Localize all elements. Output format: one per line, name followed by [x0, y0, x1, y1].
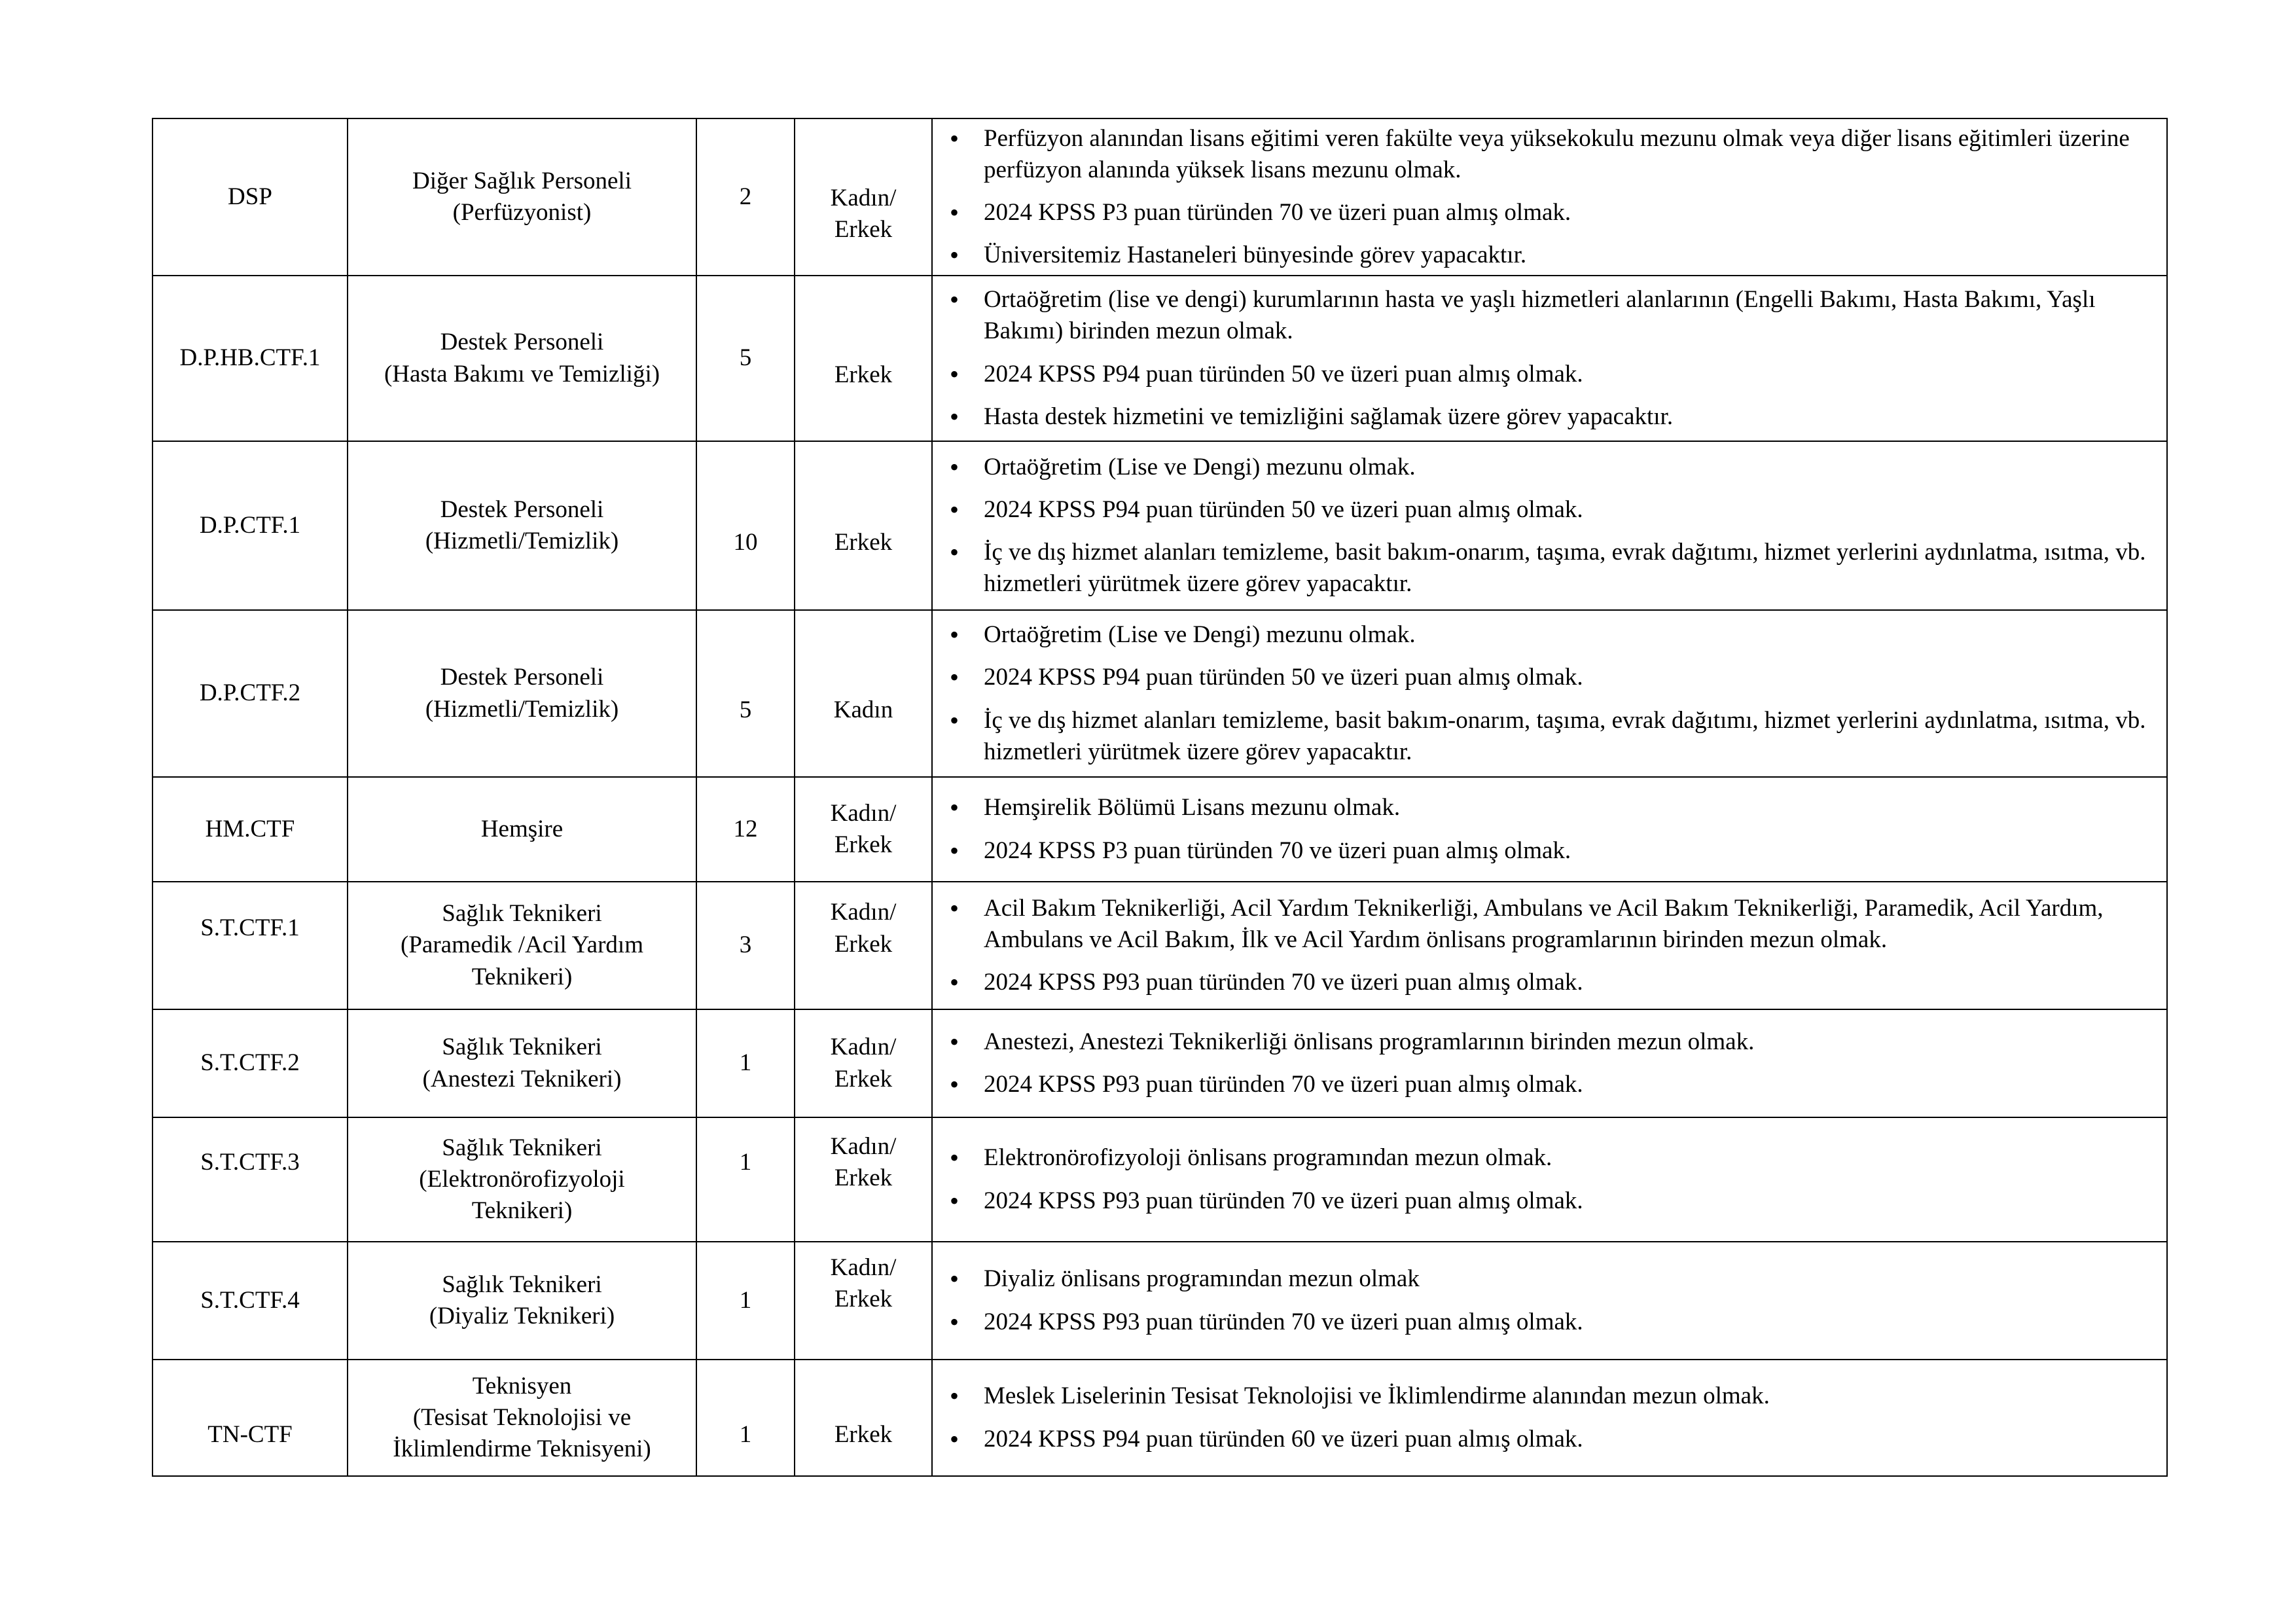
requirement-item: [950, 619, 2166, 651]
requirements-list: [933, 893, 2166, 998]
bullet-icon: •: [950, 1381, 960, 1411]
position-count-cell: [696, 441, 795, 610]
gender-cell: [795, 276, 932, 441]
bullet-icon: •: [950, 359, 960, 389]
bullet-icon: •: [950, 1185, 960, 1216]
gender-line: Kadın: [833, 696, 893, 724]
bullet-icon: •: [950, 123, 960, 153]
position-title-line: (Hizmetli/Temizlik): [425, 695, 619, 723]
bullet-icon: •: [950, 835, 960, 865]
position-title-cell: [348, 777, 696, 882]
position-count: 1: [739, 1148, 752, 1176]
requirement-text: Meslek Liselerinin Tesisat Teknolojisi ve İklimlendirme alanından mezun olmak.: [984, 1382, 1770, 1410]
table-row: [152, 1117, 2167, 1242]
position-title-cell: [348, 1009, 696, 1117]
position-title-line: Sağlık Teknikeri: [442, 1134, 602, 1161]
requirement-item: [950, 1263, 2166, 1295]
table-body: [152, 118, 2167, 1476]
position-count-cell: [696, 118, 795, 276]
gender-cell: [795, 1242, 932, 1360]
requirements-cell: [932, 882, 2167, 1009]
bullet-icon: •: [950, 705, 960, 735]
requirements-list: [933, 1263, 2166, 1337]
bullet-icon: •: [950, 401, 960, 431]
requirements-list: [933, 1142, 2166, 1216]
gender-line: Kadın/: [830, 1132, 897, 1160]
gender-line: Erkek: [834, 361, 893, 389]
gender-cell: [795, 441, 932, 610]
position-code: DSP: [228, 183, 272, 210]
requirements-list: [933, 619, 2166, 767]
requirements-list: [933, 1380, 2166, 1454]
position-code: S.T.CTF.3: [200, 1148, 300, 1176]
requirement-item: [950, 967, 2166, 998]
requirement-text: 2024 KPSS P93 puan türünden 70 ve üzeri puan almış olmak.: [984, 1308, 1583, 1335]
requirement-text: Anestezi, Anestezi Teknikerliği önlisans programlarının birinden mezun olmak.: [984, 1028, 1755, 1055]
position-title-line: Diğer Sağlık Personeli: [412, 167, 632, 194]
requirement-text: Perfüzyon alanından lisans eğitimi veren fakülte veya yüksekokulu mezunu olmak veya diğer lisans eğitimleri üzerine perfüzyon alanında yüksek lisans mezunu olmak.: [984, 124, 2130, 183]
requirement-item: [950, 452, 2166, 483]
position-code: S.T.CTF.2: [200, 1049, 300, 1077]
requirement-text: Üniversitemiz Hastaneleri bünyesinde görev yapacaktır.: [984, 242, 1527, 269]
requirements-list: [933, 123, 2166, 271]
position-code-cell: [152, 1360, 348, 1476]
bullet-icon: •: [950, 1424, 960, 1454]
requirements-cell: [932, 610, 2167, 777]
position-title-line: Sağlık Teknikeri: [442, 1034, 602, 1061]
position-code-cell: [152, 1009, 348, 1117]
table-row: [152, 777, 2167, 882]
position-title-line: (Paramedik /Acil Yardım: [401, 931, 643, 959]
position-count-cell: [696, 1360, 795, 1476]
position-count: 5: [739, 696, 752, 724]
gender-line: Erkek: [834, 831, 893, 858]
requirement-text: 2024 KPSS P94 puan türünden 60 ve üzeri puan almış olmak.: [984, 1425, 1583, 1453]
position-title-cell: [348, 1360, 696, 1476]
bullet-icon: •: [950, 967, 960, 998]
requirement-item: [950, 359, 2166, 390]
requirement-text: İç ve dış hizmet alanları temizleme, basit bakım-onarım, taşıma, evrak dağıtımı, hizmet yerlerini aydınlatma, ısıtma, vb. hizmetleri yürütmek üzere görev yapacaktır.: [984, 539, 2146, 598]
gender-line: Kadın/: [830, 799, 897, 827]
position-code: S.T.CTF.4: [200, 1286, 300, 1314]
bullet-icon: •: [950, 494, 960, 524]
gender-line: Erkek: [834, 528, 893, 556]
position-title-line: Destek Personeli: [440, 496, 604, 523]
position-count: 10: [733, 528, 758, 556]
position-title-cell: [348, 441, 696, 610]
table-row: [152, 276, 2167, 441]
requirement-item: [950, 1069, 2166, 1100]
requirement-text: 2024 KPSS P93 puan türünden 70 ve üzeri puan almış olmak.: [984, 1187, 1583, 1214]
position-count: 12: [733, 815, 758, 842]
requirement-text: Diyaliz önlisans programından mezun olmak: [984, 1265, 1420, 1293]
gender-cell: [795, 118, 932, 276]
gender-cell: [795, 610, 932, 777]
position-title-line: (Hasta Bakımı ve Temizliği): [384, 360, 660, 388]
position-code-cell: [152, 610, 348, 777]
gender-line: Kadın/: [830, 1034, 897, 1061]
position-code-cell: [152, 276, 348, 441]
position-title-line: Hemşire: [480, 815, 564, 842]
requirement-item: [950, 792, 2166, 823]
bullet-icon: •: [950, 198, 960, 227]
requirements-cell: [932, 1117, 2167, 1242]
position-code: HM.CTF: [205, 815, 295, 842]
position-code-cell: [152, 882, 348, 1009]
requirement-item: [950, 835, 2166, 867]
position-count-cell: [696, 1117, 795, 1242]
position-count: 5: [739, 344, 752, 372]
position-code-cell: [152, 777, 348, 882]
table-row: [152, 610, 2167, 777]
bullet-icon: •: [950, 537, 960, 567]
requirements-list: [933, 1026, 2166, 1100]
requirement-text: 2024 KPSS P94 puan türünden 50 ve üzeri puan almış olmak.: [984, 664, 1583, 691]
position-title-line: Sağlık Teknikeri: [442, 900, 602, 928]
requirement-text: Ortaöğretim (Lise ve Dengi) mezunu olmak.: [984, 453, 1416, 480]
requirement-item: [950, 1026, 2166, 1058]
position-code: S.T.CTF.1: [200, 914, 300, 942]
table-row: [152, 441, 2167, 610]
position-title-line: (Hizmetli/Temizlik): [425, 528, 619, 554]
gender-cell: [795, 1009, 932, 1117]
requirement-item: [950, 197, 2166, 228]
requirement-text: 2024 KPSS P93 puan türünden 70 ve üzeri puan almış olmak.: [984, 1071, 1583, 1098]
requirements-cell: [932, 1009, 2167, 1117]
requirement-item: [950, 401, 2166, 433]
requirement-text: Hasta destek hizmetini ve temizliğini sağlamak üzere görev yapacaktır.: [984, 403, 1674, 430]
requirements-cell: [932, 1242, 2167, 1360]
requirement-item: [950, 1307, 2166, 1338]
requirement-text: 2024 KPSS P94 puan türünden 50 ve üzeri puan almış olmak.: [984, 496, 1583, 523]
gender-line: Kadın/: [830, 899, 897, 926]
position-title-line: (Tesisat Teknolojisi ve: [412, 1403, 632, 1431]
position-code-cell: [152, 118, 348, 276]
gender-cell: [795, 882, 932, 1009]
position-code-cell: [152, 1117, 348, 1242]
requirement-text: Ortaöğretim (lise ve dengi) kurumlarının hasta ve yaşlı hizmetleri alanlarının (Engelli Bakımı, Hasta Bakımı, Yaşlı Bakımı) birinden mezun olmak.: [984, 286, 2096, 345]
job-postings-table: [152, 118, 2168, 1477]
gender-cell: [795, 1360, 932, 1476]
position-count-cell: [696, 1242, 795, 1360]
position-title-line: Sağlık Teknikeri: [442, 1271, 602, 1298]
position-title-line: (Diyaliz Teknikeri): [429, 1303, 615, 1329]
table-row: [152, 118, 2167, 276]
position-code: D.P.HB.CTF.1: [179, 344, 321, 372]
position-count-cell: [696, 777, 795, 882]
bullet-icon: •: [950, 285, 960, 315]
position-title-line: Destek Personeli: [440, 329, 604, 356]
position-count-cell: [696, 276, 795, 441]
requirements-list: [933, 452, 2166, 600]
position-code: D.P.CTF.1: [199, 511, 301, 539]
requirements-list: [933, 284, 2166, 432]
requirement-item: [950, 123, 2166, 186]
position-title-line: (Elektronörofizyoloji: [419, 1165, 625, 1193]
gender-line: Erkek: [834, 930, 893, 958]
position-count-cell: [696, 1009, 795, 1117]
table-row: [152, 1242, 2167, 1360]
requirement-text: 2024 KPSS P93 puan türünden 70 ve üzeri puan almış olmak.: [984, 969, 1583, 996]
gender-line: Erkek: [834, 1164, 893, 1191]
position-count: 1: [739, 1286, 752, 1314]
position-code-cell: [152, 441, 348, 610]
gender-cell: [795, 777, 932, 882]
position-count: 1: [739, 1420, 752, 1448]
position-count: 3: [739, 931, 752, 959]
position-title-cell: [348, 882, 696, 1009]
table-row: [152, 882, 2167, 1009]
gender-line: Erkek: [834, 216, 893, 243]
requirement-text: Acil Bakım Teknikerliği, Acil Yardım Teknikerliği, Ambulans ve Acil Bakım Teknikerliği, Paramedik, Acil Yardım, Ambulans ve Acil Bakım, İlk ve Acil Yardım önlisans programlarının birinden mezun olmak.: [984, 894, 2104, 953]
requirement-item: [950, 494, 2166, 526]
bullet-icon: •: [950, 1264, 960, 1294]
position-title-line: (Perfüzyonist): [452, 199, 592, 226]
requirements-list: [933, 792, 2166, 866]
position-code: D.P.CTF.2: [199, 679, 301, 707]
position-title-line: Teknikeri): [471, 1197, 573, 1225]
position-title-line: İklimlendirme Teknisyeni): [393, 1435, 651, 1463]
position-title-cell: [348, 1117, 696, 1242]
bullet-icon: •: [950, 1070, 960, 1099]
bullet-icon: •: [950, 793, 960, 823]
requirements-cell: [932, 777, 2167, 882]
position-title-line: Teknikeri): [471, 963, 573, 990]
position-count: 2: [739, 183, 752, 210]
position-title-cell: [348, 610, 696, 777]
bullet-icon: •: [950, 1307, 960, 1337]
bullet-icon: •: [950, 893, 960, 923]
bullet-icon: •: [950, 620, 960, 650]
table-row: [152, 1360, 2167, 1476]
position-title-cell: [348, 118, 696, 276]
gender-line: Erkek: [834, 1420, 893, 1448]
gender-line: Erkek: [834, 1286, 893, 1312]
requirement-item: [950, 1185, 2166, 1217]
gender-cell: [795, 1117, 932, 1242]
table-row: [152, 1009, 2167, 1117]
bullet-icon: •: [950, 1026, 960, 1056]
requirement-text: Elektronörofizyoloji önlisans programından mezun olmak.: [984, 1144, 1552, 1172]
bullet-icon: •: [950, 662, 960, 693]
requirement-item: [950, 240, 2166, 271]
requirement-text: Ortaöğretim (Lise ve Dengi) mezunu olmak.: [984, 621, 1416, 649]
bullet-icon: •: [950, 1143, 960, 1173]
position-title-cell: [348, 276, 696, 441]
requirement-item: [950, 893, 2166, 956]
gender-line: Erkek: [834, 1065, 893, 1092]
gender-line: Kadın/: [830, 1254, 897, 1281]
position-code-cell: [152, 1242, 348, 1360]
position-title-cell: [348, 1242, 696, 1360]
position-count: 1: [739, 1049, 752, 1077]
requirement-text: 2024 KPSS P3 puan türünden 70 ve üzeri puan almış olmak.: [984, 837, 1571, 864]
position-count-cell: [696, 610, 795, 777]
requirements-cell: [932, 441, 2167, 610]
requirements-cell: [932, 276, 2167, 441]
requirement-item: [950, 1142, 2166, 1174]
requirement-text: 2024 KPSS P94 puan türünden 50 ve üzeri puan almış olmak.: [984, 360, 1583, 388]
position-title-line: Destek Personeli: [440, 664, 604, 691]
requirements-cell: [932, 118, 2167, 276]
position-title-line: (Anestezi Teknikeri): [422, 1065, 622, 1092]
requirements-cell: [932, 1360, 2167, 1476]
requirement-text: Hemşirelik Bölümü Lisans mezunu olmak.: [984, 794, 1401, 821]
bullet-icon: •: [950, 240, 960, 270]
requirement-item: [950, 1380, 2166, 1412]
requirement-item: [950, 705, 2166, 768]
position-title-line: Teknisyen: [472, 1372, 572, 1399]
gender-line: Kadın/: [830, 184, 897, 211]
requirement-item: [950, 537, 2166, 600]
bullet-icon: •: [950, 452, 960, 482]
requirement-item: [950, 662, 2166, 693]
requirement-item: [950, 284, 2166, 347]
requirement-text: 2024 KPSS P3 puan türünden 70 ve üzeri puan almış olmak.: [984, 199, 1571, 226]
position-count-cell: [696, 882, 795, 1009]
position-code: TN-CTF: [207, 1420, 293, 1448]
requirement-item: [950, 1424, 2166, 1455]
requirement-text: İç ve dış hizmet alanları temizleme, basit bakım-onarım, taşıma, evrak dağıtımı, hizmet yerlerini aydınlatma, ısıtma, vb. hizmetleri yürütmek üzere görev yapacaktır.: [984, 706, 2146, 765]
